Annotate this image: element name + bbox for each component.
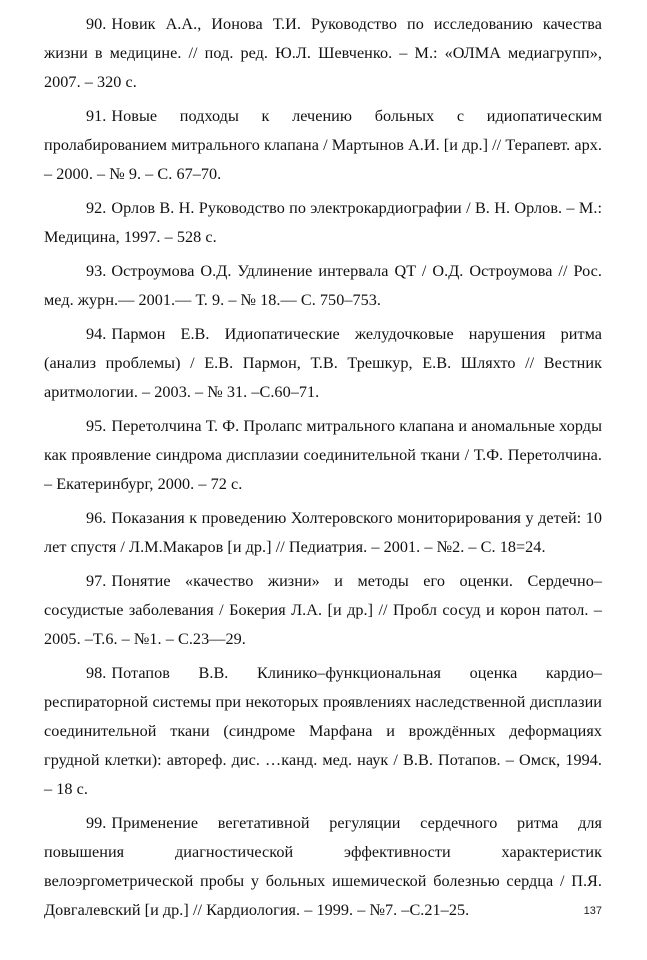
reference-number: 94. [86,325,107,343]
reference-item-99 [44,809,602,925]
reference-number: 97. [86,572,107,590]
reference-number: 98. [86,664,107,682]
reference-list [44,10,602,930]
reference-number: 99. [86,814,107,832]
reference-number: 95. [86,417,107,435]
page-number: 137 [583,905,602,917]
reference-text: Новые подходы к лечению больных с идиопатическим пролабированием митрального клапана / Мартынов А.И. [и др.] // Терапевт. арх. – 2000. – № 9. – С. 67–70. [44,107,602,183]
reference-text: Показания к проведению Холтеровского мониторирования у детей: 10 лет спустя / Л.М.Макаров [и др.] // Педиатрия. – 2001. – №2. – С. 18=24. [44,509,602,556]
reference-text: Применение вегетативной регуляции сердечного ритма для повышения диагностической эффективности характеристик велоэргометрической пробы у больных ишемической болезнью сердца / П.Я. Довгалевский [и др.] // Кардиология. – 1999. – №7. –С.21–25. [44,814,602,919]
reference-number: 96. [86,509,107,527]
reference-text: Новик А.А., Ионова Т.И. Руководство по исследованию качества жизни в медицине. // под. ред. Ю.Л. Шевченко. – М.: «ОЛМА медиагрупп», 2007. – 320 с. [44,15,602,91]
reference-item-91 [44,102,602,189]
reference-number: 93. [86,262,107,280]
reference-item-98 [44,659,602,804]
reference-item-92 [44,194,602,252]
reference-text: Потапов В.В. Клинико–функциональная оценка кардио–респираторной системы при некоторых проявлениях наследственной дисплазии соединительной ткани (синдроме Марфана и врождённых деформациях грудной клетки): автореф. дис. …канд. мед. наук / В.В. Потапов. – Омск, 1994. – 18 с. [44,664,602,798]
reference-text: Понятие «качество жизни» и методы его оценки. Сердечно–сосудистые заболевания / Бокерия Л.А. [и др.] // Пробл сосуд и корон патол. – 2005. –Т.6. – №1. – С.23—29. [44,572,602,648]
reference-item-94 [44,320,602,407]
reference-text: Остроумова О.Д. Удлинение интервала QT / О.Д. Остроумова // Рос. мед. журн.— 2001.— Т. 9. – № 18.— С. 750–753. [44,262,602,309]
reference-number: 90. [86,15,107,33]
reference-item-97 [44,567,602,654]
reference-item-96 [44,504,602,562]
reference-item-95 [44,412,602,499]
reference-text: Перетолчина Т. Ф. Пролапс митрального клапана и аномальные хорды как проявление синдрома дисплазии соединительной ткани / Т.Ф. Перетолчина. – Екатеринбург, 2000. – 72 с. [44,417,602,493]
reference-text: Орлов В. Н. Руководство по электрокардиографии / В. Н. Орлов. – М.: Медицина, 1997. – 528 с. [44,199,602,246]
reference-number: 91. [86,107,107,125]
reference-item-93 [44,257,602,315]
reference-item-90 [44,10,602,97]
reference-number: 92. [86,199,107,217]
reference-text: Пармон Е.В. Идиопатические желудочковые нарушения ритма (анализ проблемы) / Е.В. Пармон, Т.В. Трешкур, Е.В. Шляхто // Вестник аритмологии. – 2003. – № 31. –С.60–71. [44,325,602,401]
